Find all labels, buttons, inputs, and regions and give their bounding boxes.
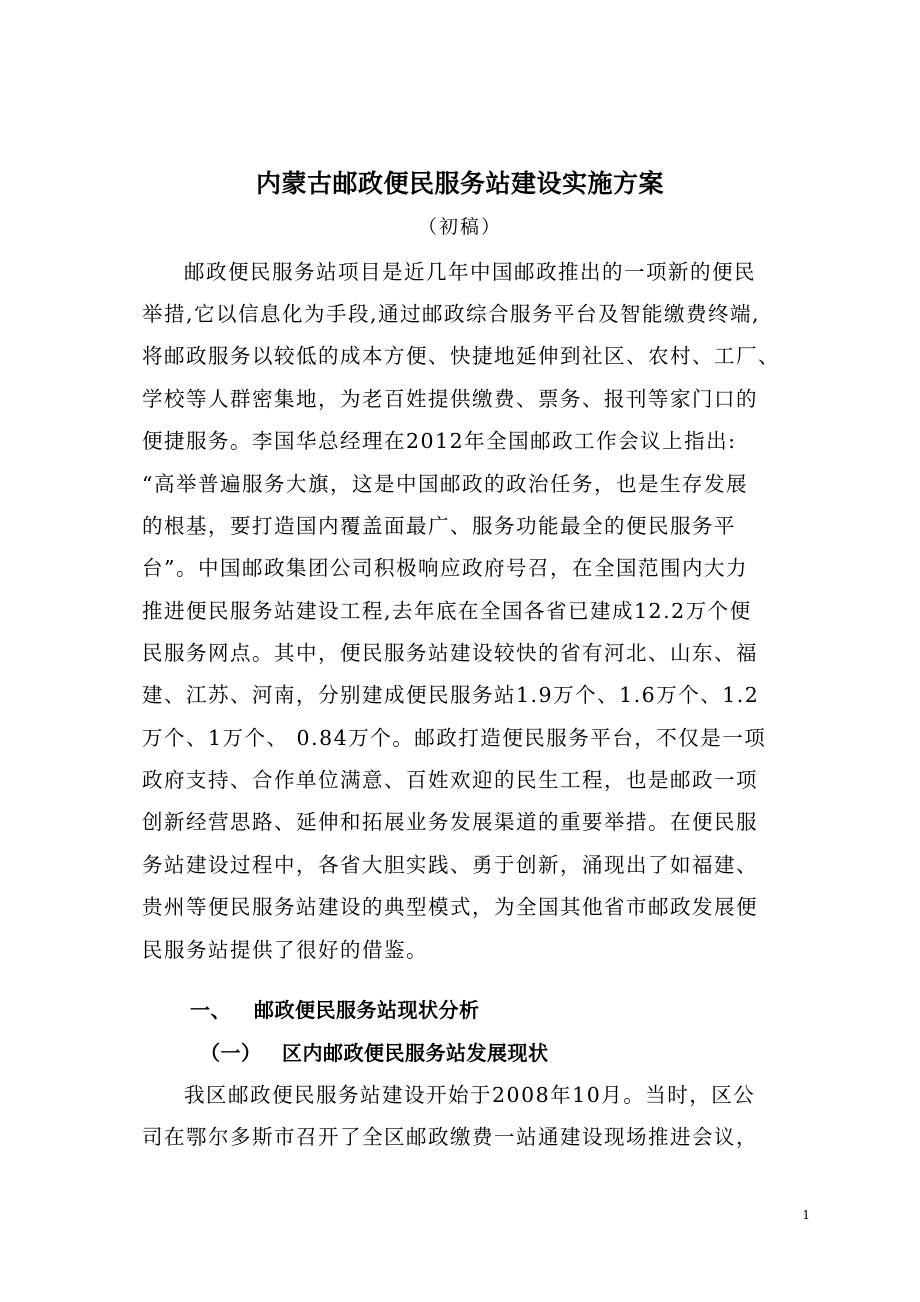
paragraph-line: 邮政便民服务站项目是近几年中国邮政推出的一项新的便民 xyxy=(184,260,756,284)
section-heading xyxy=(190,990,480,1030)
paragraph-line: “高举普遍服务大旗，这是中国邮政的政治任务，也是生存发展 xyxy=(142,472,748,496)
subsection-number: （一） xyxy=(200,1041,262,1065)
paragraph-line: 我区邮政便民服务站建设开始于2008年10月。当时，区公 xyxy=(184,1083,756,1107)
paragraph-line: 政府支持、合作单位满意、百姓欢迎的民生工程，也是邮政一项 xyxy=(142,768,758,792)
paragraph-line: 务站建设过程中，各省大胆实践、勇于创新，涌现出了如福建、 xyxy=(142,853,758,877)
paragraph-line: 学校等人群密集地，为老百姓提供缴费、票务、报刊等家门口的 xyxy=(142,387,758,411)
paragraph-line: 建、江苏、河南，分别建成便民服务站1.9万个、1.6万个、1.2 xyxy=(142,683,760,707)
paragraph-line: 推进便民服务站建设工程,去年底在全国各省已建成12.2万个便 xyxy=(142,599,752,623)
paragraph-line: 便捷服务。李国华总经理在2012年全国邮政工作会议上指出: xyxy=(142,429,737,453)
paragraph-line: 司在鄂尔多斯市召开了全区邮政缴费一站通建设现场推进会议， xyxy=(142,1125,758,1149)
paragraph-line: 将邮政服务以较低的成本方便、快捷地延伸到社区、农村、工厂、 xyxy=(142,344,780,368)
paragraph-line: 贵州等便民服务站建设的典型模式，为全国其他省市邮政发展便 xyxy=(142,895,758,919)
paragraph-line: 台”。中国邮政集团公司积极响应政府号召，在全国范围内大力 xyxy=(142,556,748,580)
paragraph-line: 万个、1万个、 0.84万个。邮政打造便民服务平台，不仅是一项 xyxy=(142,726,767,750)
paragraph-line: 民服务站提供了很好的借鉴。 xyxy=(142,938,428,962)
subsection-title: 区内邮政便民服务站发展现状 xyxy=(282,1041,549,1065)
section-title: 邮政便民服务站现状分析 xyxy=(254,998,480,1022)
document-title: 内蒙古邮政便民服务站建设实施方案 xyxy=(255,169,664,198)
section-number: 一、 xyxy=(190,998,231,1022)
page-number: 1 xyxy=(802,1208,810,1222)
paragraph-line: 创新经营思路、延伸和拓展业务发展渠道的重要举措。在便民服 xyxy=(142,810,758,834)
document-subtitle: （初稿） xyxy=(417,216,502,238)
paragraph-line: 的根基，要打造国内覆盖面最广、服务功能最全的便民服务平 xyxy=(142,514,736,538)
subsection-heading xyxy=(200,1033,549,1073)
paragraph-line: 举措,它以信息化为手段,通过邮政综合服务平台及智能缴费终端, xyxy=(142,302,761,326)
paragraph-line: 民服务网点。其中，便民服务站建设较快的省有河北、山东、福 xyxy=(142,641,758,665)
